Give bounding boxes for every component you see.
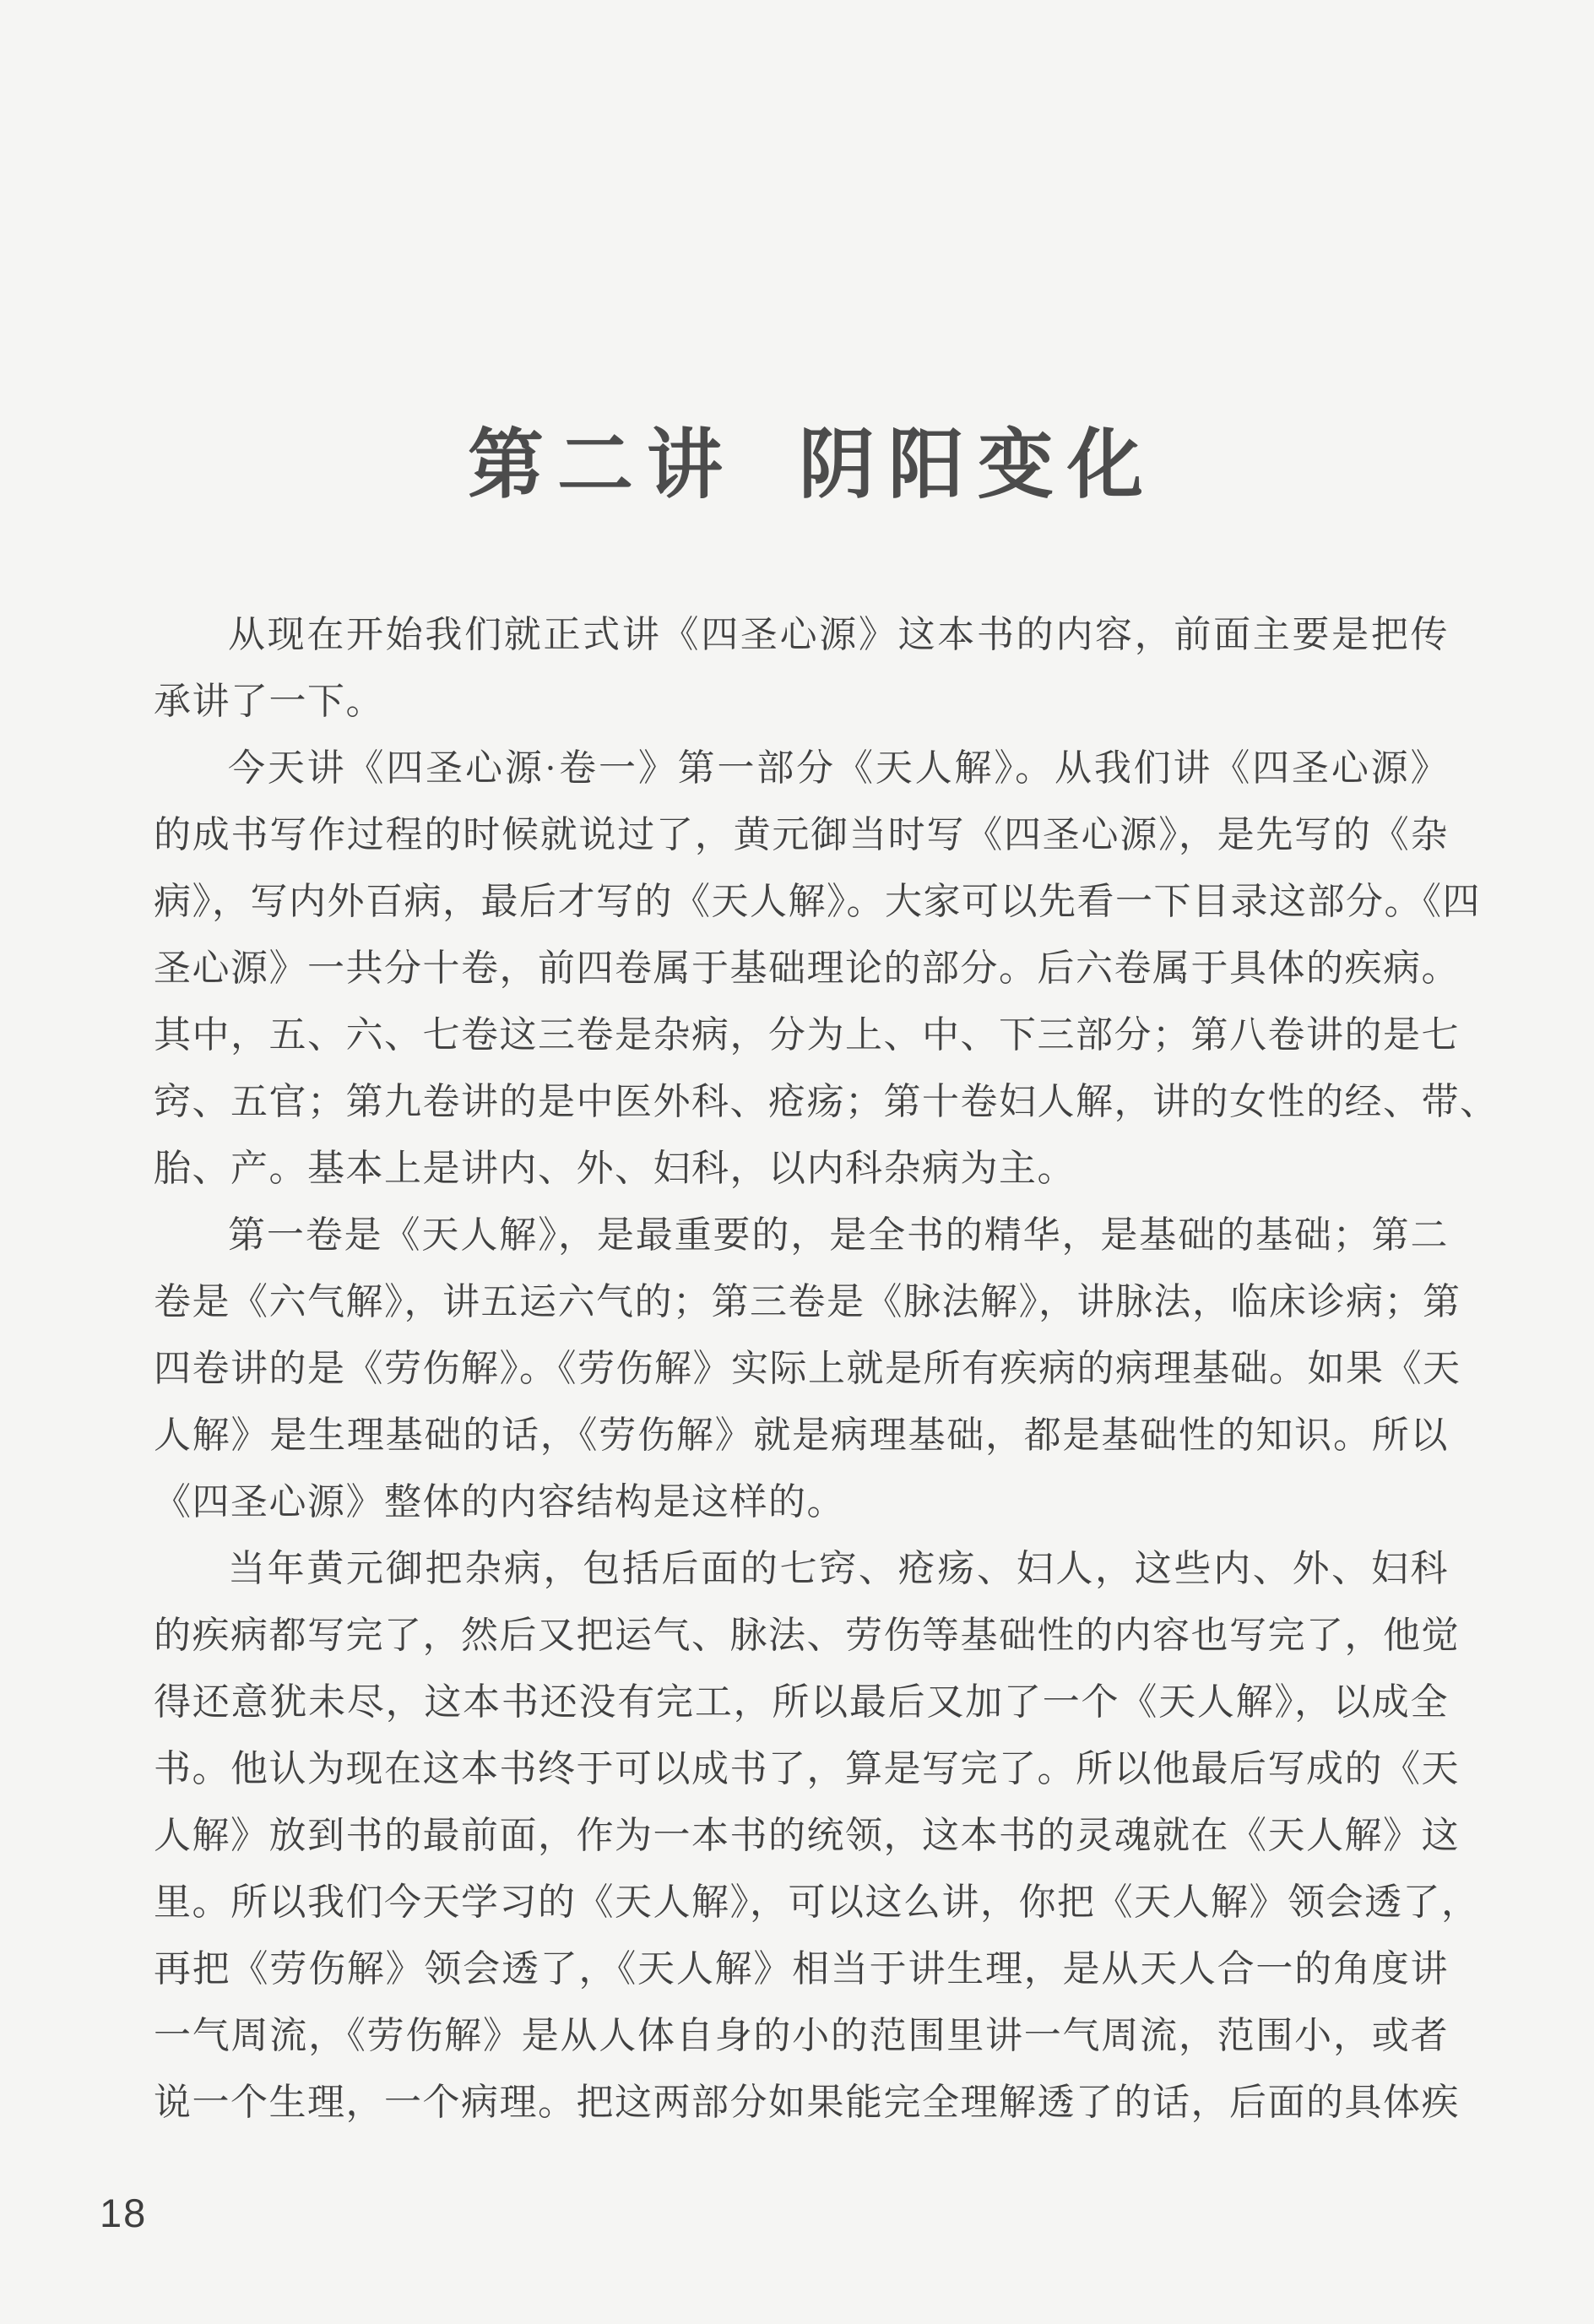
text-line: 《四圣心源》整体的内容结构是这样的。 [154, 1481, 845, 1523]
text-line: 当年黄元御把杂病，包括后面的七窍、疮疡、妇人，这些内、外、妇科 [228, 1548, 1449, 1589]
text-line: 第一卷是《天人解》，是最重要的，是全书的精华，是基础的基础；第二 [228, 1214, 1449, 1256]
text-line: 书。他认为现在这本书终于可以成书了，算是写完了。所以他最后写成的《天 [154, 1748, 1460, 1789]
text-line: 从现在开始我们就正式讲《四圣心源》这本书的内容，前面主要是把传 [228, 614, 1449, 655]
page-title [0, 415, 1594, 517]
text-line: 得还意犹未尽，这本书还没有完工，所以最后又加了一个《天人解》，以成全 [154, 1681, 1449, 1723]
text-line: 胎、产。基本上是讲内、外、妇科，以内科杂病为主。 [154, 1148, 1076, 1189]
text-line: 圣心源》一共分十卷，前四卷属于基础理论的部分。后六卷属于具体的疾病。 [154, 948, 1460, 989]
lecture-subject: 阴阳变化 [799, 424, 1157, 508]
text-line: 窍、五官；第九卷讲的是中医外科、疮疡；第十卷妇人解，讲的女性的经、带、 [154, 1081, 1499, 1122]
text-line: 人解》是生理基础的话，《劳伤解》就是病理基础，都是基础性的知识。所以 [154, 1414, 1449, 1456]
text-line: 卷是《六气解》，讲五运六气的；第三卷是《脉法解》，讲脉法，临床诊病；第 [154, 1281, 1461, 1322]
text-line: 里。所以我们今天学习的《天人解》，可以这么讲，你把《天人解》领会透了， [154, 1881, 1480, 1923]
text-line: 再把《劳伤解》领会透了，《天人解》相当于讲生理，是从天人合一的角度讲 [154, 1948, 1449, 1990]
text-line: 人解》放到书的最前面，作为一本书的统领，这本书的灵魂就在《天人解》这 [154, 1815, 1460, 1856]
page-number: 18 [100, 2191, 148, 2235]
text-line: 今天讲《四圣心源·卷一》第一部分《天人解》。从我们讲《四圣心源》 [228, 747, 1449, 789]
text-line: 的疾病都写完了，然后又把运气、脉法、劳伤等基础性的内容也写完了，他觉 [154, 1615, 1460, 1656]
text-line: 的成书写作过程的时候就说过了，黄元御当时写《四圣心源》，是先写的《杂 [154, 814, 1449, 855]
text-line: 承讲了一下。 [154, 681, 384, 722]
text-line: 病》，写内外百病，最后才写的《天人解》。大家可以先看一下目录这部分。《四 [154, 881, 1481, 922]
body-text [154, 601, 1499, 2136]
text-line: 其中，五、六、七卷这三卷是杂病，分为上、中、下三部分；第八卷讲的是七 [154, 1014, 1460, 1056]
lecture-number: 第二讲 [468, 424, 736, 508]
text-line: 说一个生理，一个病理。把这两部分如果能完全理解透了的话，后面的具体疾 [154, 2082, 1460, 2123]
text-line: 四卷讲的是《劳伤解》。《劳伤解》实际上就是所有疾病的病理基础。如果《天 [154, 1348, 1461, 1389]
text-line: 一气周流，《劳伤解》是从人体自身的小的范围里讲一气周流，范围小，或者 [154, 2015, 1449, 2056]
